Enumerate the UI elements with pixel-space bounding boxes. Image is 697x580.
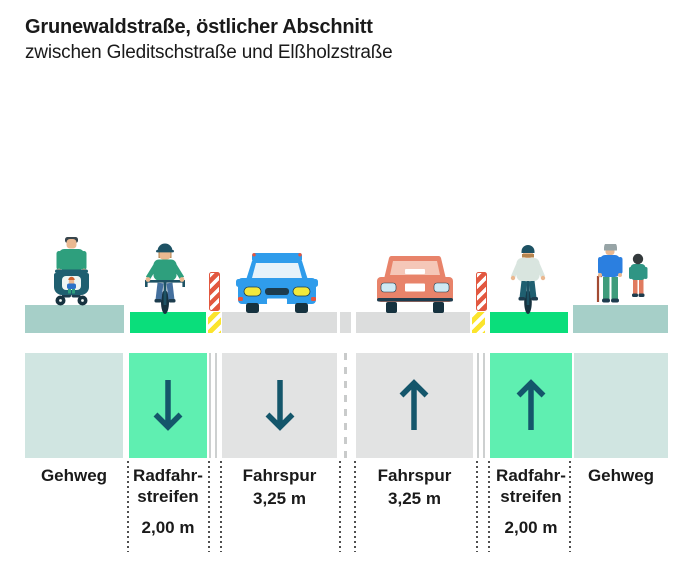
lane-label-fahrspur-right — [356, 466, 473, 509]
sidewalk-surface-right — [573, 305, 668, 333]
yellow-marking-strip-right — [472, 312, 485, 333]
lane-name: Fahrspur — [242, 466, 317, 485]
direction-up-arrow-icon — [513, 376, 549, 434]
lane-marking-line — [209, 353, 211, 458]
lane-marking-line — [483, 353, 485, 458]
lane-name: Gehweg — [40, 466, 108, 485]
car-lane-surface-left — [222, 312, 337, 333]
sidewalk-surface-left — [25, 305, 124, 333]
pedestrians-rear-icon — [592, 244, 654, 308]
car-rear-icon — [377, 256, 453, 315]
lane-name: Radfahr- streifen — [496, 466, 566, 506]
cyclist-rear-icon — [506, 245, 550, 315]
bollard-icon — [209, 272, 220, 311]
direction-down-arrow-icon — [150, 376, 186, 434]
bike-lane-surface-right — [490, 312, 568, 333]
lane-label-gehweg-left — [25, 466, 123, 487]
cyclist-front-icon — [139, 243, 191, 315]
page-title: Grunewaldstraße, östlicher Abschnitt — [25, 16, 373, 38]
direction-up-arrow-icon — [396, 376, 432, 434]
lane-name: Fahrspur — [377, 466, 452, 485]
plan-gehweg-right — [574, 353, 668, 458]
car-front-icon — [236, 253, 318, 315]
lane-label-gehweg-right — [574, 466, 668, 487]
lane-width: 3,25 m — [253, 488, 306, 508]
lane-marking-line — [477, 353, 479, 458]
lane-name: Radfahr- streifen — [133, 466, 203, 506]
lane-label-radfahrstreifen-right — [490, 466, 572, 539]
lane-width: 2,00 m — [141, 518, 195, 538]
label-separator — [339, 461, 341, 552]
bike-lane-surface-left — [130, 312, 206, 333]
lane-name: Gehweg — [587, 466, 655, 485]
pedestrian-with-stroller-icon — [44, 237, 116, 307]
lane-width: 2,00 m — [504, 518, 558, 538]
lane-marking-line — [215, 353, 217, 458]
label-separator — [476, 461, 478, 552]
center-line-segment — [340, 312, 351, 333]
lane-label-radfahrstreifen-left — [129, 466, 207, 539]
lane-width: 3,25 m — [388, 488, 441, 508]
direction-down-arrow-icon — [262, 376, 298, 434]
lane-label-fahrspur-left — [222, 466, 337, 509]
label-separator — [208, 461, 210, 552]
yellow-marking-strip-left — [208, 312, 221, 333]
bollard-icon — [476, 272, 487, 311]
car-lane-surface-right — [356, 312, 470, 333]
page-subtitle: zwischen Gleditschstraße und Elßholzstraße — [25, 42, 393, 63]
plan-gehweg-left — [25, 353, 123, 458]
center-dashed-line — [344, 353, 347, 458]
